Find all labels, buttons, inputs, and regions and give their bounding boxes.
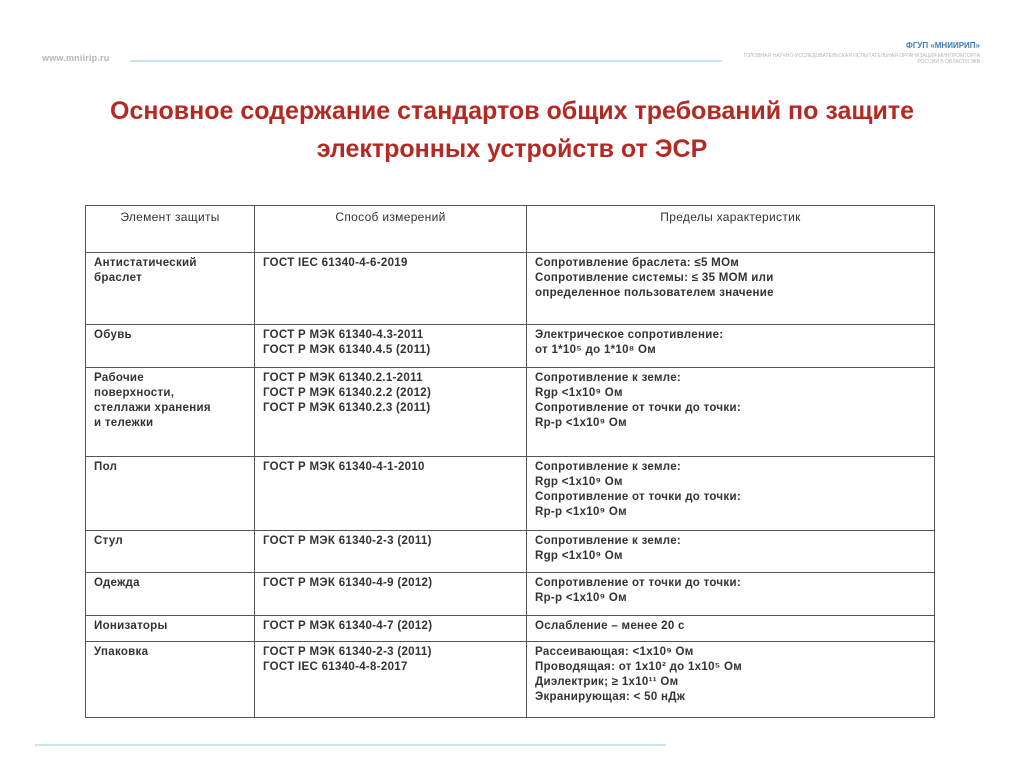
- top-divider: [130, 60, 722, 62]
- element-cell: Ионизаторы: [86, 616, 255, 642]
- table-row: [86, 368, 935, 457]
- slide-title: Основное содержание стандартов общих требований по защите электронных устройств от ЭСР: [110, 97, 914, 163]
- limits-cell: Сопротивление браслета: ≤5 МОм Сопротивление системы: ≤ 35 МОМ или определенное пользователем значение: [527, 253, 935, 325]
- method-cell: ГОСТ Р МЭК 61340-4-9 (2012): [255, 573, 527, 616]
- element-cell: Обувь: [86, 325, 255, 368]
- header-method: Способ измерений: [255, 206, 527, 253]
- limits-cell: Электрическое сопротивление: от 1*10⁵ до 1*10⁸ Ом: [527, 325, 935, 368]
- standards-table: [85, 205, 935, 718]
- table-header-row: [86, 206, 935, 253]
- header-limits: Пределы характеристик: [527, 206, 935, 253]
- table-row: [86, 616, 935, 642]
- element-cell: Пол: [86, 457, 255, 531]
- org-logo-block: [740, 41, 980, 65]
- limits-cell: Ослабление – менее 20 с: [527, 616, 935, 642]
- method-cell: ГОСТ Р МЭК 61340-4.3-2011 ГОСТ Р МЭК 61340.4.5 (2011): [255, 325, 527, 368]
- method-cell: ГОСТ Р МЭК 61340-4-7 (2012): [255, 616, 527, 642]
- limits-cell: Рассеивающая: <1x10⁹ Ом Проводящая: от 1x10² до 1x10⁵ Ом Диэлектрик; ≥ 1x10¹¹ Ом Экранирующая: < 50 нДж: [527, 642, 935, 718]
- header-element: Элемент защиты: [86, 206, 255, 253]
- method-cell: ГОСТ IEC 61340-4-6-2019: [255, 253, 527, 325]
- table-row: [86, 573, 935, 616]
- limits-cell: Сопротивление к земле: Rgp <1x10⁹ Ом: [527, 531, 935, 573]
- limits-cell: Сопротивление от точки до точки: Rp-p <1x10⁹ Ом: [527, 573, 935, 616]
- method-cell: ГОСТ Р МЭК 61340-4-1-2010: [255, 457, 527, 531]
- table-row: [86, 457, 935, 531]
- limits-cell: Сопротивление к земле: Rgp <1x10⁹ Ом Сопротивление от точки до точки: Rp-p <1x10⁹ Ом: [527, 368, 935, 457]
- table-row: [86, 253, 935, 325]
- element-cell: Антистатический браслет: [86, 253, 255, 325]
- org-name: ФГУП «МНИИРИП»: [906, 41, 980, 50]
- table-row: [86, 642, 935, 718]
- element-cell: Рабочие поверхности, стеллажи хранения и тележки: [86, 368, 255, 457]
- table-row: [86, 325, 935, 368]
- bottom-divider: [35, 744, 666, 746]
- element-cell: Упаковка: [86, 642, 255, 718]
- method-cell: ГОСТ Р МЭК 61340-2-3 (2011) ГОСТ IEC 61340-4-8-2017: [255, 642, 527, 718]
- method-cell: ГОСТ Р МЭК 61340.2.1-2011 ГОСТ Р МЭК 61340.2.2 (2012) ГОСТ Р МЭК 61340.2.3 (2011): [255, 368, 527, 457]
- org-subtitle: ГОЛОВНАЯ НАУЧНО-ИССЛЕДОВАТЕЛЬСКАЯ ИСПЫТАТЕЛЬНАЯ ОРГАНИЗАЦИЯ МИНПРОМТОРГА РОССИИ В ОБЛАСТИ ЭКБ: [743, 53, 980, 65]
- method-cell: ГОСТ Р МЭК 61340-2-3 (2011): [255, 531, 527, 573]
- element-cell: Стул: [86, 531, 255, 573]
- limits-cell: Сопротивление к земле: Rgp <1x10⁹ Ом Сопротивление от точки до точки: Rp-p <1x10⁹ Ом: [527, 457, 935, 531]
- element-cell: Одежда: [86, 573, 255, 616]
- site-url: www.mniirip.ru: [42, 53, 110, 63]
- table-row: [86, 531, 935, 573]
